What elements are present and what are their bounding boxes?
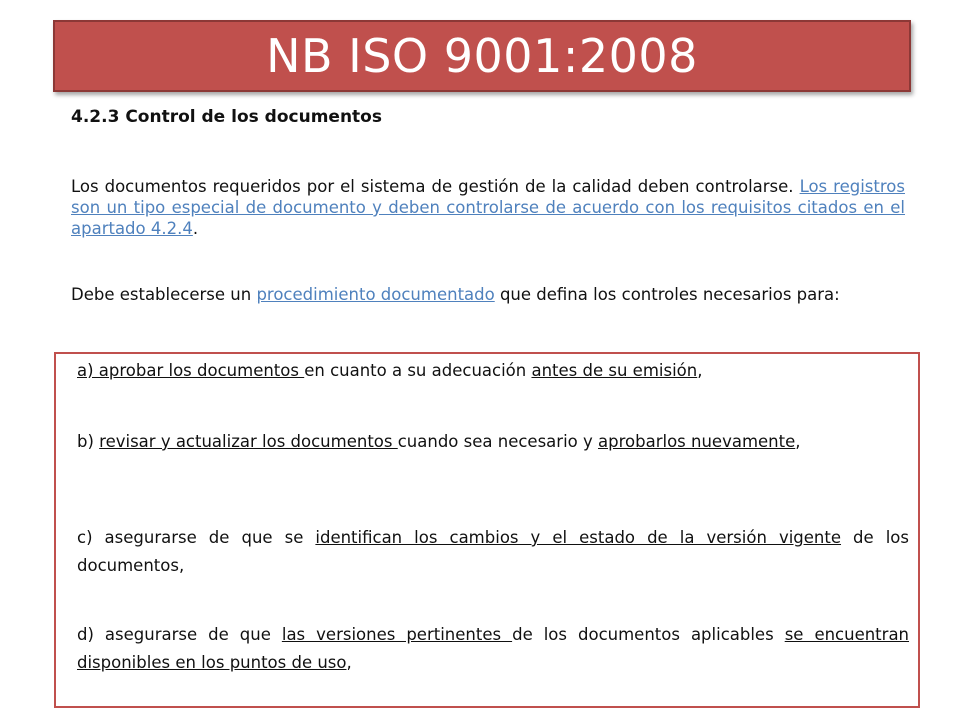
item-part: identifican los cambios y el estado de la versión vigente <box>315 528 842 547</box>
item-part: aprobarlos nuevamente <box>598 432 796 451</box>
paragraph-end: que defina los controles necesarios para: <box>494 285 840 304</box>
item-part: se encuentran disponibles en los puntos de uso <box>77 625 910 672</box>
title-banner <box>53 20 911 92</box>
paragraph-text: Los documentos requeridos por el sistema de gestión de la calidad deben controlarse. <box>71 177 800 196</box>
list-item-b <box>77 428 909 456</box>
paragraph-text: Debe establecerse un <box>71 285 257 304</box>
paragraph-documents-required <box>71 176 905 239</box>
list-item-c <box>77 524 909 580</box>
item-part: c) asegurarse de que se <box>77 528 316 547</box>
list-item-d <box>77 621 909 677</box>
item-part: a) aprobar los documentos <box>77 361 305 380</box>
documented-procedure-link[interactable]: procedimiento documentado <box>256 285 495 304</box>
item-part: , <box>795 432 801 451</box>
item-part: d) asegurarse de que <box>77 625 282 644</box>
item-part: de los documentos aplicables <box>512 625 785 644</box>
item-part: las versiones pertinentes <box>281 625 513 644</box>
item-part: , <box>346 653 352 672</box>
item-part: de los documentos, <box>77 528 909 575</box>
list-item-a <box>77 357 909 385</box>
paragraph-end: . <box>192 219 199 238</box>
paragraph-procedure <box>71 284 905 305</box>
item-part: en cuanto a su adecuación <box>304 361 532 380</box>
item-part: antes de su emisión <box>531 361 698 380</box>
item-part: , <box>697 361 703 380</box>
item-part: b) <box>77 432 100 451</box>
section-heading: 4.2.3 Control de los documentos <box>71 107 382 127</box>
item-part: cuando sea necesario y <box>397 432 599 451</box>
records-link[interactable]: Los registros son un tipo especial de documento y deben controlarse de acuerdo con los requisitos citados en el apartado 4.2.4 <box>71 177 905 238</box>
item-part: revisar y actualizar los documentos <box>99 432 398 451</box>
page-title: NB ISO 9001:2008 <box>266 29 698 83</box>
